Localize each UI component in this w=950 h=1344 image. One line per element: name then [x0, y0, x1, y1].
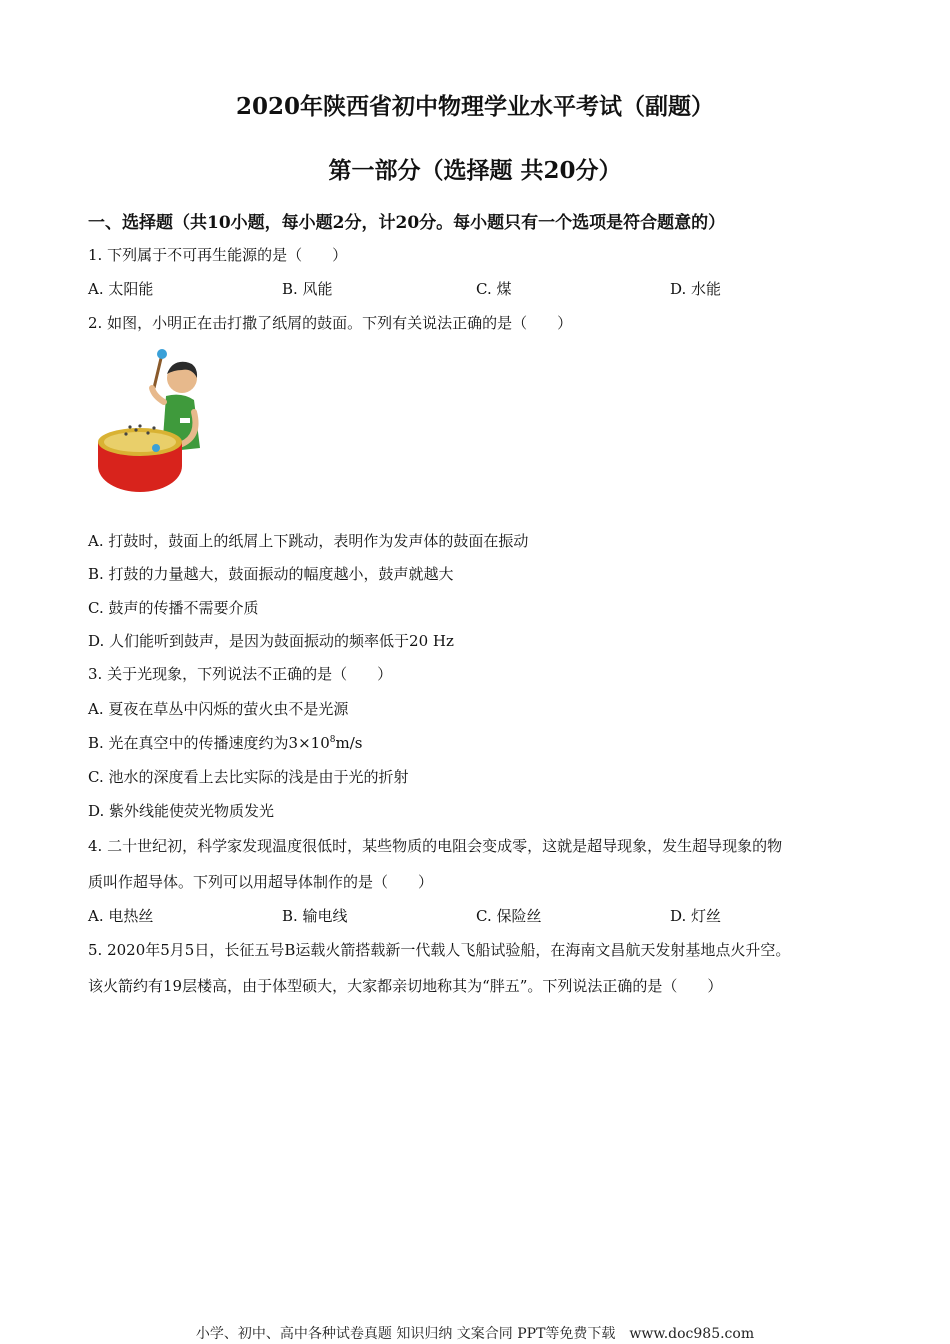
- question-1-option-c: C. 煤: [476, 280, 512, 298]
- unit: m/s: [335, 734, 363, 752]
- document-title: 2020年陕西省初中物理学业水平考试（副题）: [235, 93, 714, 120]
- part-title: 第一部分（选择题 共20分）: [328, 157, 622, 184]
- question-4-stem-line-1: 4. 二十世纪初，科学家发现温度很低时，某些物质的电阻会变成零，这就是超导现象，发生超导现象的物: [88, 837, 783, 855]
- question-1-option-a: A. 太阳能: [88, 280, 154, 298]
- question-3-option-b-text: B. 光在真空中的传播速度约为3×10: [88, 734, 330, 752]
- boy-drumming-figure: [96, 348, 208, 494]
- question-4-option-a: A. 电热丝: [88, 907, 154, 925]
- question-4-option-d: D. 灯丝: [670, 907, 722, 925]
- question-4-stem-line-2: 质叫作超导体。下列可以用超导体制作的是（ ）: [88, 873, 434, 891]
- question-2-option-a: A. 打鼓时，鼓面上的纸屑上下跳动，表明作为发声体的鼓面在振动: [88, 532, 529, 550]
- section-heading: 一、选择题（共10小题，每小题2分，计20分。每小题只有一个选项是符合题意的）: [88, 213, 726, 233]
- question-2-stem: 2. 如图，小明正在击打撒了纸屑的鼓面。下列有关说法正确的是（ ）: [88, 314, 573, 332]
- exponent: 8: [329, 735, 336, 745]
- question-3-option-a: A. 夏夜在草丛中闪烁的萤火虫不是光源: [88, 700, 349, 718]
- footer-link[interactable]: 小学、初中、高中各种试卷真题 知识归纳 文案合同 PPT等免费下载 www.doc985.com: [195, 1326, 755, 1342]
- question-1-option-d: D. 水能: [670, 280, 722, 298]
- question-2-option-c: C. 鼓声的传播不需要介质: [88, 599, 259, 617]
- question-1-option-b: B. 风能: [282, 280, 333, 298]
- question-5-stem-line-2: 该火箭约有19层楼高，由于体型硕大，大家都亲切地称其为“胖五”。下列说法正确的是（ ）: [88, 977, 723, 995]
- question-3-option-d: D. 紫外线能使荧光物质发光: [88, 802, 275, 820]
- question-3-option-c: C. 池水的深度看上去比实际的浅是由于光的折射: [88, 768, 409, 786]
- question-3-stem: 3. 关于光现象，下列说法不正确的是（ ）: [88, 665, 393, 683]
- question-4-option-b: B. 输电线: [282, 907, 348, 925]
- question-4-option-c: C. 保险丝: [476, 907, 542, 925]
- question-5-stem-line-1: 5. 2020年5月5日，长征五号B运载火箭搭载新一代载人飞船试验船，在海南文昌航天发射基地点火升空。: [88, 941, 791, 959]
- question-3-option-b: [88, 732, 362, 753]
- question-1-stem: 1. 下列属于不可再生能源的是（ ）: [88, 246, 348, 264]
- question-2-option-d: D. 人们能听到鼓声，是因为鼓面振动的频率低于20 Hz: [88, 632, 454, 650]
- question-2-option-b: B. 打鼓的力量越大，鼓面振动的幅度越小，鼓声就越大: [88, 565, 454, 583]
